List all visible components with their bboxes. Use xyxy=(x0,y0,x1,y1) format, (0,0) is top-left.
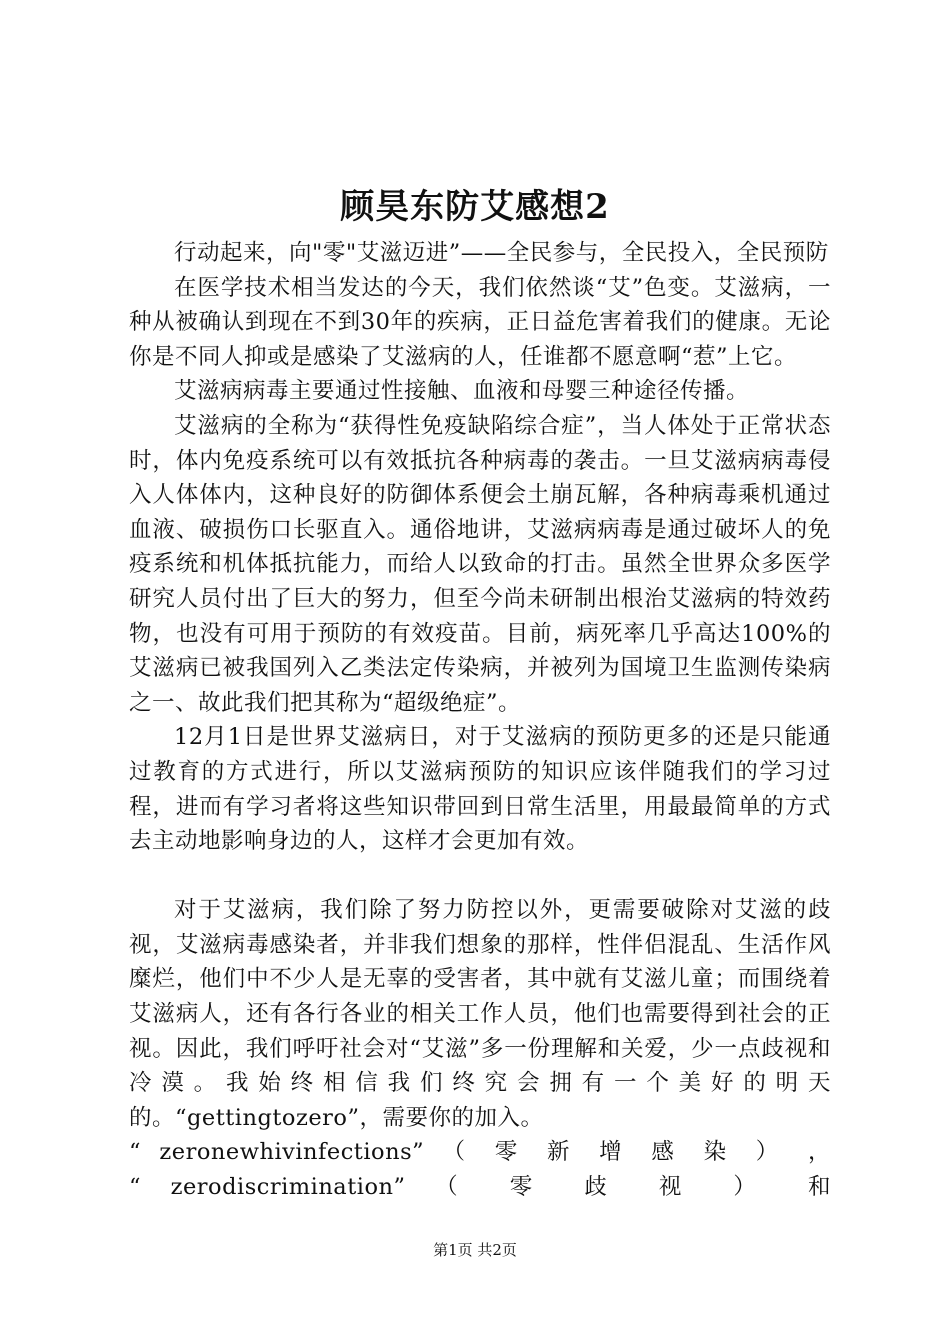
line-zero-new-infections: “ zeronewhivinfections” （ 零 新 增 感 染 ） ， xyxy=(129,1139,831,1166)
paragraph-discrimination: 对于艾滋病，我们除了努力防控以外，更需要破除对艾滋的歧视，艾滋病毒感染者，并非我们想象的那样，性伴侣混乱、生活作风糜烂，他们中不少人是无辜的受害者，其中就有艾滋儿童；而围绕着艾滋病人，还有各行各业的相关工作人员，他们也需要得到社会的正视。因此，我们呼吁社会对“艾滋”多一份理解和关爱，少一点歧视和冷漠。我始终相信我们终究会拥有一个美好的明天的。“gettingtozero”，需要你的加入。 xyxy=(129,897,831,1131)
line-zero-discrimination: “ zerodiscrimination” （ 零 歧 视 ） 和 xyxy=(129,1174,831,1201)
paragraph-intro: 在医学技术相当发达的今天，我们依然谈“艾”色变。艾滋病，一种从被确认到现在不到30年的疾病，正日益危害着我们的健康。无论你是不同人抑或是感染了艾滋病的人，任谁都不愿意啊“惹”上它。 xyxy=(129,274,831,370)
paragraph-aids-day: 12月1日是世界艾滋病日，对于艾滋病的预防更多的还是只能通过教育的方式进行，所以艾滋病预防的知识应该伴随我们的学习过程，进而有学习者将这些知识带回到日常生活里，用最最简单的方式去主动地影响身边的人，这样才会更加有效。 xyxy=(129,724,831,855)
page-number-footer: 第1页 共2页 xyxy=(433,1241,517,1259)
document-body xyxy=(129,236,831,1205)
paragraph-definition: 艾滋病的全称为“获得性免疫缺陷综合症”，当人体处于正常状态时，体内免疫系统可以有效抵抗各种病毒的袭击。一旦艾滋病病毒侵入人体体内，这种良好的防御体系便会土崩瓦解，各种病毒乘机通过血液、破损伤口长驱直入。通俗地讲，艾滋病病毒是通过破坏人的免疫系统和机体抵抗能力，而给人以致命的打击。虽然全世界众多医学研究人员付出了巨大的努力，但至今尚未研制出根治艾滋病的特效药物，也没有可用于预防的有效疫苗。目前，病死率几乎高达100%的艾滋病已被我国列入乙类法定传染病，并被列为国境卫生监测传染病之一、故此我们把其称为“超级绝症”。 xyxy=(129,412,831,716)
paragraph-headline: 行动起来，向"零"艾滋迈进”——全民参与，全民投入，全民预防 xyxy=(174,240,829,266)
document-title: 顾昊东防艾感想2 xyxy=(340,187,610,227)
paragraph-transmission: 艾滋病病毒主要通过性接触、血液和母婴三种途径传播。 xyxy=(174,378,750,405)
